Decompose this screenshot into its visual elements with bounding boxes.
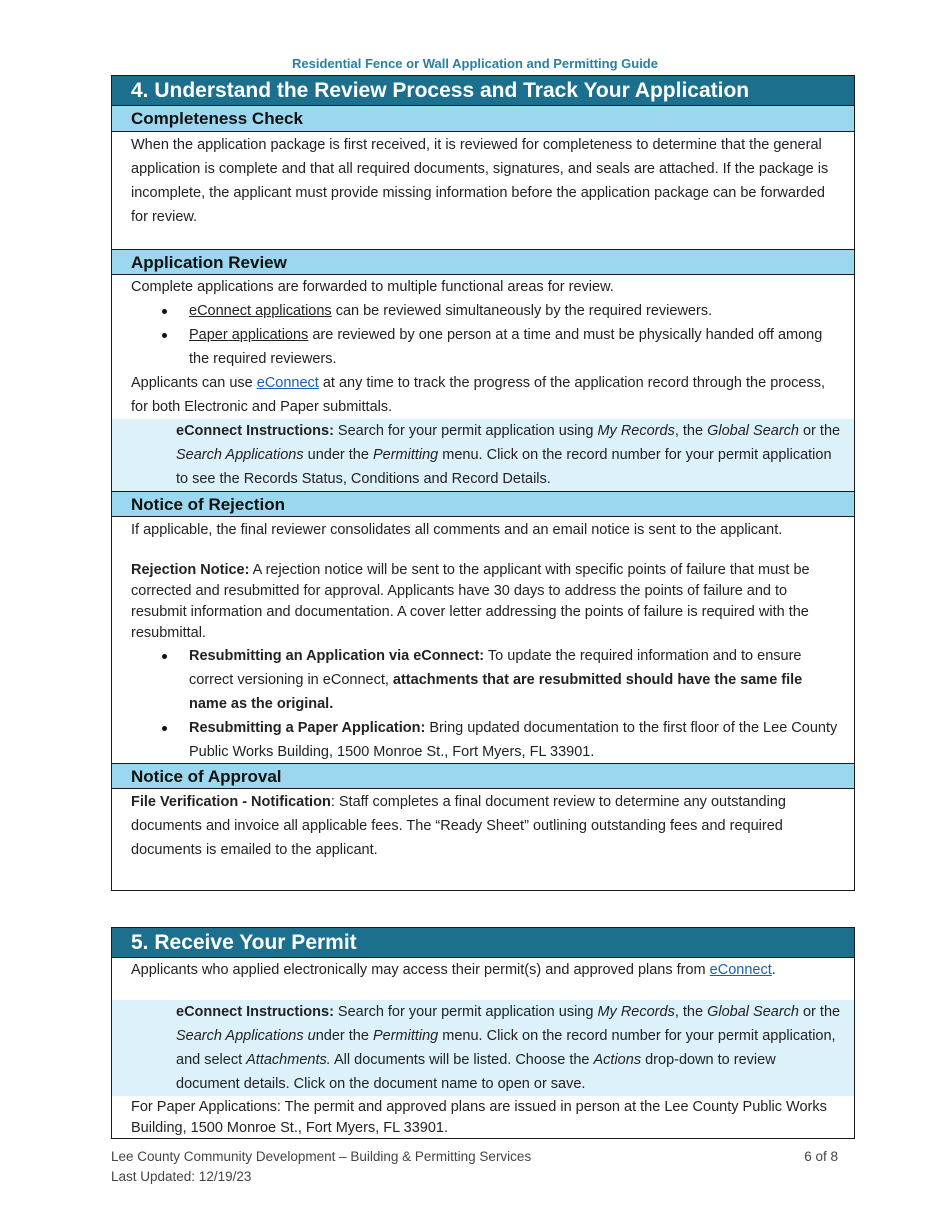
resubmit-econnect-label: Resubmitting an Application via eConnect: [189,648,485,664]
instr-text: menu. Click on the record number for your permit application to see the Records Status, Conditions and Record Details. [176,447,832,487]
review-bullets [131,299,844,371]
rejection-bullets [131,644,844,764]
instr-text: All documents will be listed. Choose the [330,1052,594,1068]
list-item [189,323,844,371]
instr-italic: Global Search [707,1004,799,1020]
instructions-label: eConnect Instructions: [176,1004,334,1020]
instr-italic: Permitting [372,1028,439,1044]
completeness-check-body [112,132,854,249]
permit-econnect-instructions [112,1000,854,1096]
bullet-text: are reviewed by one person at a time and must be physically handed off among the required reviewers. [189,327,823,367]
resubmit-econnect-text: To update the required information and to ensure correct versioning in eConnect, [189,648,802,688]
page-footer [111,1147,855,1187]
section-5-intro [112,958,854,1000]
rejection-intro: If applicable, the final reviewer consolidates all comments and an email notice is sent to the applicant. [131,522,783,538]
instr-italic: Search Applications u [176,1028,316,1044]
bullet-text: can be reviewed simultaneously by the required reviewers. [331,303,713,319]
completeness-check-text: When the application package is first received, it is reviewed for completeness to determine that the general application is complete and that all required documents, signatures, and seals are attached. If the package is incomplete, the applicant must provide missing information before the application package can be forwarded for review. [131,137,829,225]
notice-of-approval-body [112,789,854,862]
page-number: 6 of 8 [804,1149,838,1164]
resubmit-econnect-bold: attachments that are resubmitted should have the same file name as the original. [189,672,803,712]
review-econnect-instructions [112,419,854,491]
econnect-link[interactable]: eConnect [709,962,772,978]
econnect-applications-link[interactable]: eConnect applications [189,303,332,319]
application-review-body [112,275,854,419]
resubmit-paper-text: Bring updated documentation to the first floor of the Lee County Public Works Building, 1500 Monroe St., Fort Myers, FL 33901. [189,720,838,760]
application-review-heading: Application Review [112,249,854,275]
track-post: at any time to track the progress of the application record through the process, for both Electronic and Paper submittals. [131,375,825,415]
instr-text: under the [303,447,373,463]
instr-text: , the [674,423,708,439]
instr-italic: Search Applications [176,447,304,463]
approval-text [131,790,844,862]
notice-of-approval-heading: Notice of Approval [112,763,854,789]
instr-italic: Global Search [707,423,799,439]
instr-italic: Actions [593,1052,642,1068]
section-4-box [111,75,855,891]
list-item [189,299,844,323]
instr-italic: My Records [597,423,675,439]
instr-text: drop-down to review document details. Click on the document name to open or save. [176,1052,776,1092]
rejection-notice-label: Rejection Notice: [131,562,250,578]
instr-text: or the [798,1004,841,1020]
instr-italic: Attachments. [246,1052,331,1068]
notice-of-rejection-heading: Notice of Rejection [112,491,854,517]
approval-label: File Verification - Notification [131,794,331,810]
footer-org: Lee County Community Development – Building & Permitting Services [111,1149,532,1164]
instr-italic: My Records [597,1004,675,1020]
instr-text: , the [674,1004,708,1020]
completeness-check-heading: Completeness Check [112,106,854,132]
rejection-notice [131,560,844,644]
section-4-title: 4. Understand the Review Process and Track Your Application [112,76,854,106]
list-item [189,644,844,716]
track-text [131,371,844,419]
footer-updated: Last Updated: 12/19/23 [111,1169,252,1184]
list-item [189,716,844,764]
track-pre: Applicants can use [131,375,257,391]
intro-pre: Applicants who applied electronically may access their permit(s) and approved plans from [131,962,710,978]
section-5-title: 5. Receive Your Permit [112,928,854,958]
running-header: Residential Fence or Wall Application and Permitting Guide [292,56,658,71]
resubmit-paper-label: Resubmitting a Paper Application: [189,720,426,736]
rejection-notice-text: A rejection notice will be sent to the applicant with specific points of failure that must be corrected and resubmitted for approval. Applicants have 30 days to address the points of failure and to resubmit information and documentation. A cover letter addressing the points of failure is required with the resubmittal. [131,562,810,641]
paper-permit-text: For Paper Applications: The permit and approved plans are issued in person at the Lee County Public Works Building, 1500 Monroe St., Fort Myers, FL 33901. [131,1099,827,1136]
paper-applications-link[interactable]: Paper applications [189,327,309,343]
econnect-link[interactable]: eConnect [256,375,319,391]
notice-of-rejection-body [112,517,854,763]
instr-text: or the [798,423,841,439]
intro-post: . [771,962,776,978]
instr-text: nder the [315,1028,373,1044]
approval-description: : Staff completes a final document review to determine any outstanding documents and invoice all applicable fees. The “Ready Sheet” outlining outstanding fees and required documents is emailed to the applicant. [131,794,786,858]
instructions-label: eConnect Instructions: [176,423,334,439]
instr-text: Search for your permit application using [333,423,598,439]
permit-intro [131,958,844,982]
instr-italic: Permitting [372,447,439,463]
review-intro: Complete applications are forwarded to multiple functional areas for review. [131,279,614,295]
instr-text: menu. Click on the record number for your permit application, and select [176,1028,836,1068]
instr-text: Search for your permit application using [333,1004,598,1020]
section-5-box [111,927,855,1139]
